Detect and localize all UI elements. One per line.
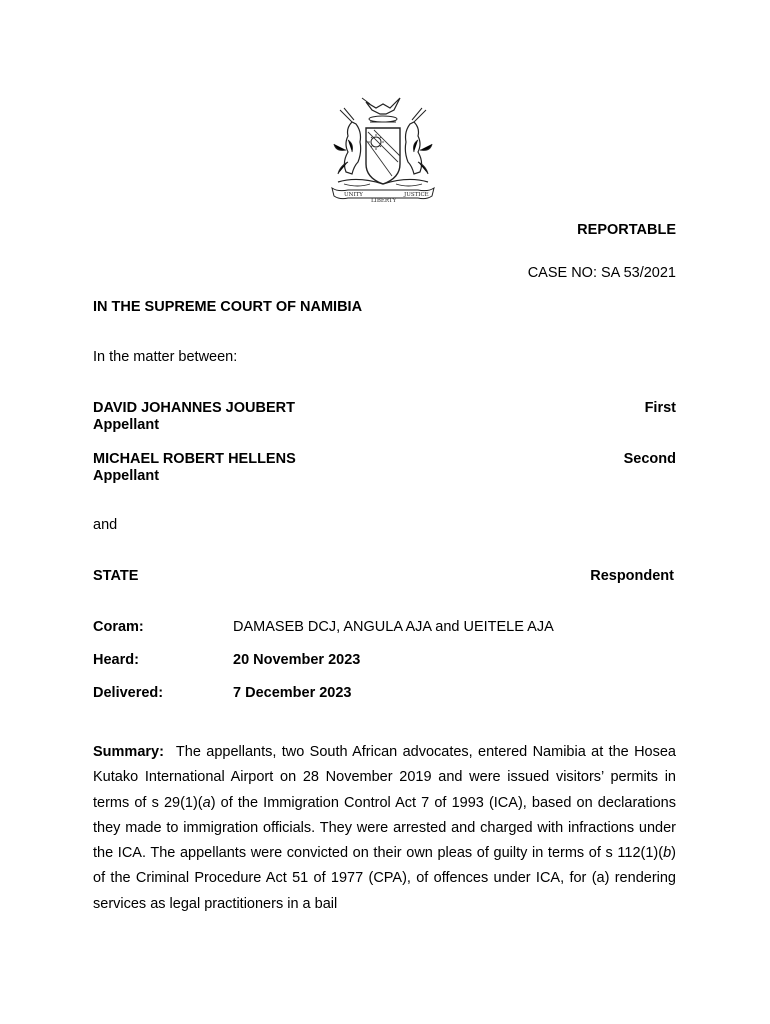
second-appellant-role: Second	[623, 451, 676, 467]
summary-italic-a: a	[202, 794, 211, 811]
first-appellant-role: First	[644, 400, 676, 416]
and-text: and	[93, 517, 118, 533]
summary-text-part1: The appellants, two South African advocates, entered Namibia at the Hosea Kutako International Airport on 28 November 2019 and were issued visitors’ permits in terms of s 29(1)(	[93, 744, 676, 811]
respondent-name: STATE	[93, 568, 139, 584]
delivered-label: Delivered:	[93, 685, 164, 701]
matter-between-text: In the matter between:	[93, 349, 238, 365]
coat-of-arms-emblem	[318, 92, 448, 204]
motto-right-text: JUSTICE	[404, 192, 429, 198]
summary-paragraph	[93, 740, 676, 917]
court-name: IN THE SUPREME COURT OF NAMIBIA	[93, 299, 363, 315]
coram-value: DAMASEB DCJ, ANGULA AJA and UEITELE AJA	[233, 619, 554, 635]
first-appellant-name: DAVID JOHANNES JOUBERT	[93, 400, 295, 416]
summary-text-part3: ) of the Criminal Procedure Act 51 of 1977 (CPA), of offences under ICA, for (a) rendering services as legal practitioners in a bail	[93, 845, 676, 912]
respondent-role: Respondent	[590, 568, 674, 584]
second-appellant-role-cont: Appellant	[93, 468, 160, 484]
summary-text-part2: ) of the Immigration Control Act 7 of 1993 (ICA), based on declarations they made to immigration officials. They were arrested and charged with infractions under the ICA. The appellants were convicted on their own pleas of guilty in terms of s 112(1)(	[93, 794, 676, 862]
heard-value: 20 November 2023	[233, 652, 361, 668]
first-appellant-role-cont: Appellant	[93, 417, 160, 433]
summary-italic-b: b	[663, 845, 672, 862]
heard-label: Heard:	[93, 652, 139, 668]
reportable-label: REPORTABLE	[577, 222, 676, 238]
delivered-value: 7 December 2023	[233, 685, 352, 701]
summary-label: Summary:	[93, 744, 164, 760]
case-number: CASE NO: SA 53/2021	[527, 265, 676, 281]
coram-label: Coram:	[93, 619, 144, 635]
motto-left-text: UNITY	[344, 192, 363, 198]
second-appellant-name: MICHAEL ROBERT HELLENS	[93, 451, 296, 467]
motto-center-text: LIBERTY	[371, 198, 397, 204]
